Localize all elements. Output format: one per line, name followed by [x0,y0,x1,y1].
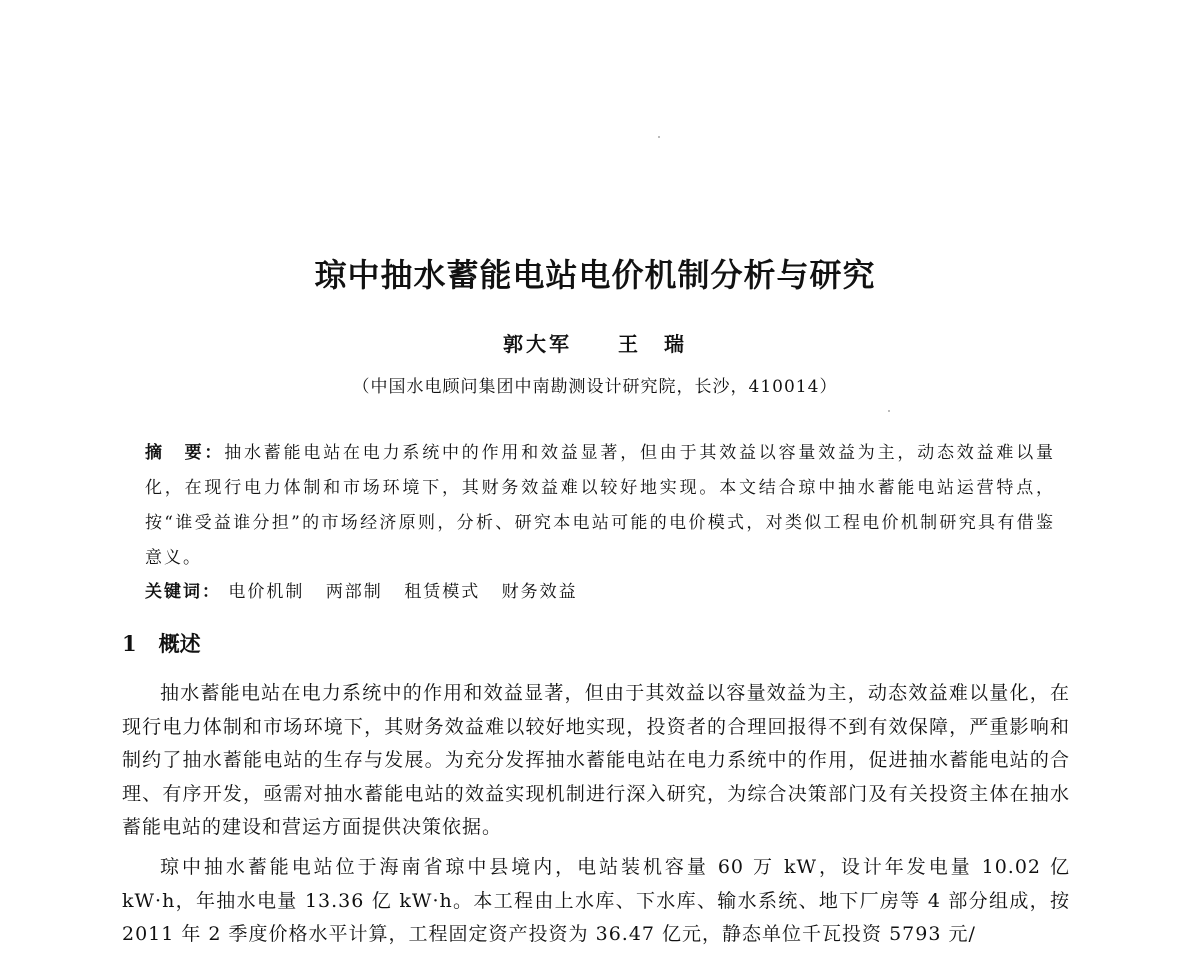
section-heading [122,628,201,658]
affiliation: （中国水电顾问集团中南勘测设计研究院，长沙，410014） [352,377,838,397]
keyword: 财务效益 [501,582,578,602]
keywords-label: 关键词： [145,582,221,602]
section-number: 1 [122,631,137,656]
body-paragraph: 抽水蓄能电站在电力系统中的作用和效益显著，但由于其效益以容量效益为主，动态效益难以量化，在现行电力体制和市场环境下，其财务效益难以较好地实现，投资者的合理回报得不到有效保障，严重影响和制约了抽水蓄能电站的生存与发展。为充分发挥抽水蓄能电站在电力系统中的作用，促进抽水蓄能电站的合理、有序开发，亟需对抽水蓄能电站的效益实现机制进行深入研究，为综合决策部门及有关投资主体在抽水蓄能电站的建设和营运方面提供决策依据。 [122,682,1070,839]
author-name: 郭大军 [503,332,573,356]
paper-title: 琼中抽水蓄能电站电价机制分析与研究 [314,256,876,294]
keyword: 租赁模式 [404,582,481,602]
body-paragraph: 琼中抽水蓄能电站位于海南省琼中县境内，电站装机容量 60 万 kW，设计年发电量 10.02 亿 kW·h，年抽水电量 13.36 亿 kW·h。本工程由上水库、下水库、输水系统、地下厂房等 4 部分组成，按 2011 年 2 季度价格水平计算，工程固定资产投资为 36.47 亿元，静态单位千瓦投资 5793 元/ [122,856,1070,946]
abstract-label: 摘 要： [145,443,225,463]
author-name: 王 瑞 [617,332,687,356]
section-title: 概述 [158,632,201,656]
abstract [145,436,1055,576]
keywords [145,577,1055,602]
abstract-text: 抽水蓄能电站在电力系统中的作用和效益显著，但由于其效益以容量效益为主，动态效益难以量化，在现行电力体制和市场环境下，其财务效益难以较好地实现。本文结合琼中抽水蓄能电站运营特点，按“谁受益谁分担”的市场经济原则，分析、研究本电站可能的电价模式，对类似工程电价机制研究具有借鉴意义。 [145,443,1056,568]
keyword: 电价机制 [228,582,305,602]
scan-speck [658,136,660,138]
keyword: 两部制 [325,582,383,602]
scan-speck [888,410,890,412]
author-list [0,328,1190,357]
